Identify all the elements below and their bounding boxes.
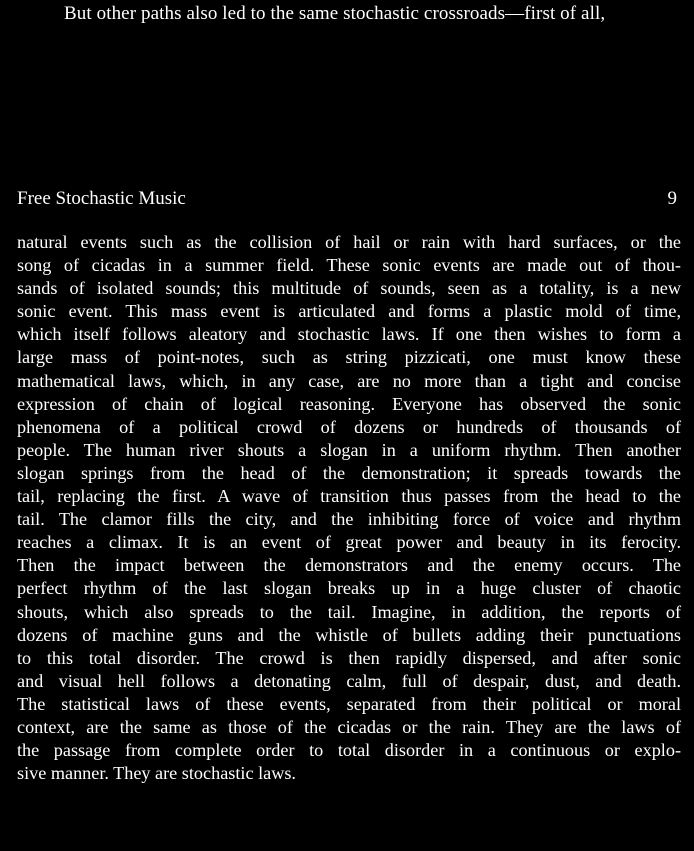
text-line: reaches a climax. It is an event of great power and beauty in its ferocity.: [17, 532, 681, 553]
text-line: natural events such as the collision of hail or rain with hard surfaces, or the: [17, 232, 681, 252]
page-number: 9: [667, 188, 677, 209]
text-line: sonic event. This mass event is articulated and forms a plastic mold of time,: [17, 301, 681, 322]
text-line: sands of isolated sounds; this multitude of sounds, seen as a totality, is a new: [17, 278, 681, 299]
text-line: song of cicadas in a summer field. These sonic events are made out of thou-: [17, 255, 681, 276]
text-line: tail, replacing the first. A wave of transition thus passes from the head to the: [17, 486, 681, 507]
text-line: and visual hell follows a detonating calm, full of despair, dust, and death.: [17, 670, 681, 691]
text-line: Then the impact between the demonstrators and the enemy occurs. The: [17, 555, 681, 576]
text-line: expression of chain of logical reasoning. Everyone has observed the sonic: [17, 393, 681, 414]
text-line: dozens of machine guns and the whistle of bullets adding their punctuations: [17, 624, 681, 645]
text-line: tail. The clamor fills the city, and the inhibiting force of voice and rhythm: [17, 509, 681, 530]
body-paragraph: [17, 231, 681, 785]
text-line: context, are the same as those of the cicadas or the rain. They are the laws of: [17, 716, 681, 737]
text-line: perfect rhythm of the last slogan breaks up in a huge cluster of chaotic: [17, 578, 681, 599]
text-line: the passage from complete order to total disorder in a continuous or explo-: [17, 740, 681, 761]
running-title: Free Stochastic Music: [17, 188, 186, 209]
previous-page-last-line: But other paths also led to the same stochastic crossroads—first of all,: [64, 3, 606, 24]
text-line: people. The human river shouts a slogan in a uniform rhythm. Then another: [17, 439, 681, 460]
text-line: The statistical laws of these events, separated from their political or moral: [17, 693, 681, 714]
running-head: [17, 186, 681, 212]
text-line: to this total disorder. The crowd is then rapidly dispersed, and after sonic: [17, 647, 681, 668]
text-line: phenomena of a political crowd of dozens or hundreds of thousands of: [17, 416, 681, 437]
text-line: sive manner. They are stochastic laws.: [17, 763, 296, 784]
text-line: shouts, which also spreads to the tail. Imagine, in addition, the reports of: [17, 601, 681, 622]
text-line: mathematical laws, which, in any case, are no more than a tight and concise: [17, 370, 681, 391]
text-line: which itself follows aleatory and stochastic laws. If one then wishes to form a: [17, 324, 681, 345]
text-line: large mass of point-notes, such as string pizzicati, one must know these: [17, 347, 681, 368]
text-line: slogan springs from the head of the demonstration; it spreads towards the: [17, 462, 681, 483]
